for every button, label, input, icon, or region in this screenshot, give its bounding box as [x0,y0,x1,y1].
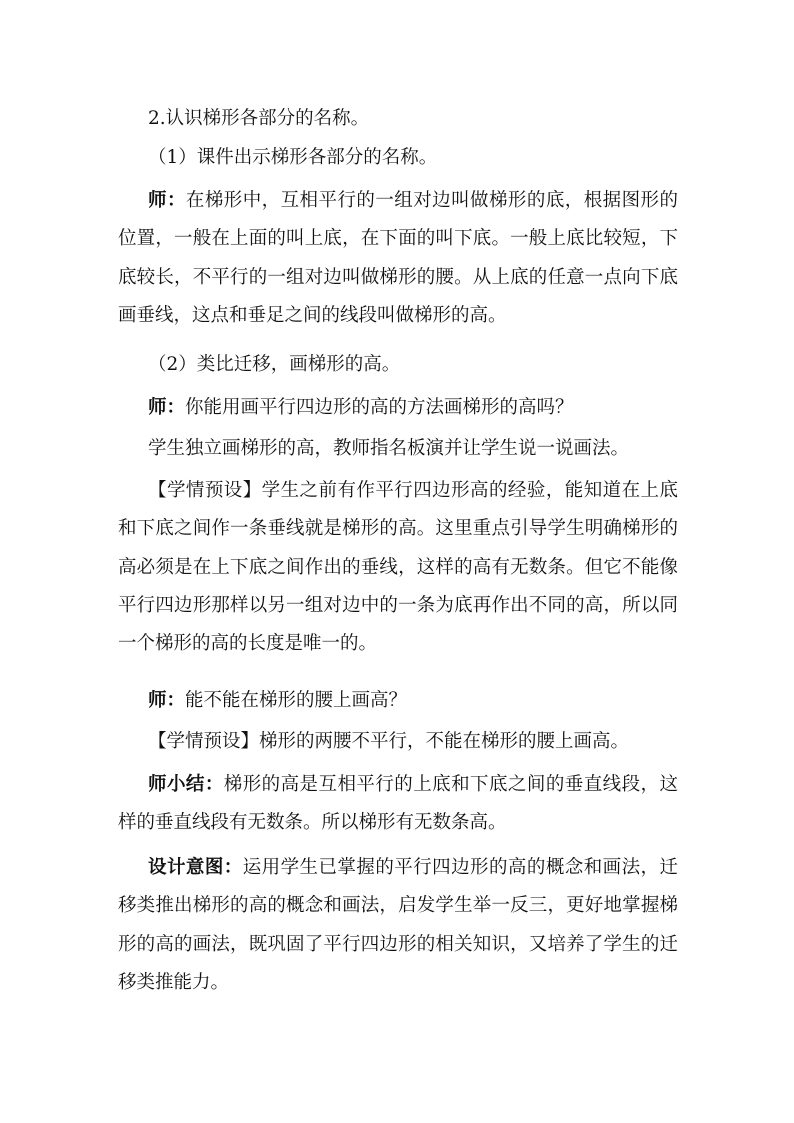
paragraph-text: 你能用画平行四边形的高的方法画梯形的高吗？ [185,397,574,418]
paragraph-text: 运用学生已掌握的平行四边形的高的概念和画法，迁移类推出梯形的高的概念和画法，启发学生举一反三，更好地掌握梯形的高的画法，既巩固了平行四边形的相关知识，又培养了学生的迁移类推能力。 [118,857,678,993]
section-heading [118,100,678,138]
paragraph-text: 学生独立画梯形的高，教师指名板演并让学生说一说画法。 [148,438,630,459]
paragraph-text: 2.认识梯形各部分的名称。 [148,108,370,129]
preset-paragraph [118,723,678,761]
body-paragraph [118,430,678,468]
paragraph-text: 在梯形中，互相平行的一组对边叫做梯形的底，根据图形的位置，一般在上面的叫上底，在下面的叫下底。一般上底比较短，下底较长，不平行的一组对边叫做梯形的腰。从上底的任意一点向下底画垂线，这点和垂足之间的线段叫做梯形的高。 [118,190,678,326]
teacher-paragraph [118,389,678,427]
speaker-label: 师： [148,690,186,711]
speaker-label: 设计意图： [148,857,243,878]
preset-paragraph [118,472,678,663]
speaker-label: 师： [148,190,186,211]
design-intent-paragraph [118,849,678,1002]
paragraph-text: （1）课件出示梯形各部分的名称。 [148,147,438,168]
speaker-label: 师： [148,397,186,418]
paragraph-text: 【学情预设】梯形的两腰不平行，不能在梯形的腰上画高。 [148,731,630,752]
paragraph-text: （2）类比迁移，画梯形的高。 [148,354,401,375]
paragraph-text: 能不能在梯形的腰上画高？ [185,690,408,711]
subsection-heading [118,139,678,177]
speaker-label: 师小结： [148,774,224,795]
teacher-summary-paragraph [118,766,678,843]
subsection-heading [118,346,678,384]
teacher-paragraph [118,682,678,720]
teacher-paragraph [118,182,678,335]
paragraph-text: 【学情预设】学生之前有作平行四边形高的经验，能知道在上底和下底之间作一条垂线就是梯形的高。这里重点引导学生明确梯形的高必须是在上下底之间作出的垂线，这样的高有无数条。但它不能像平行四边形那样以另一组对边中的一条为底再作出不同的高，所以同一个梯形的高的长度是唯一的。 [118,480,678,655]
paragraph-text: 梯形的高是互相平行的上底和下底之间的垂直线段，这样的垂直线段有无数条。所以梯形有无数条高。 [118,774,678,834]
